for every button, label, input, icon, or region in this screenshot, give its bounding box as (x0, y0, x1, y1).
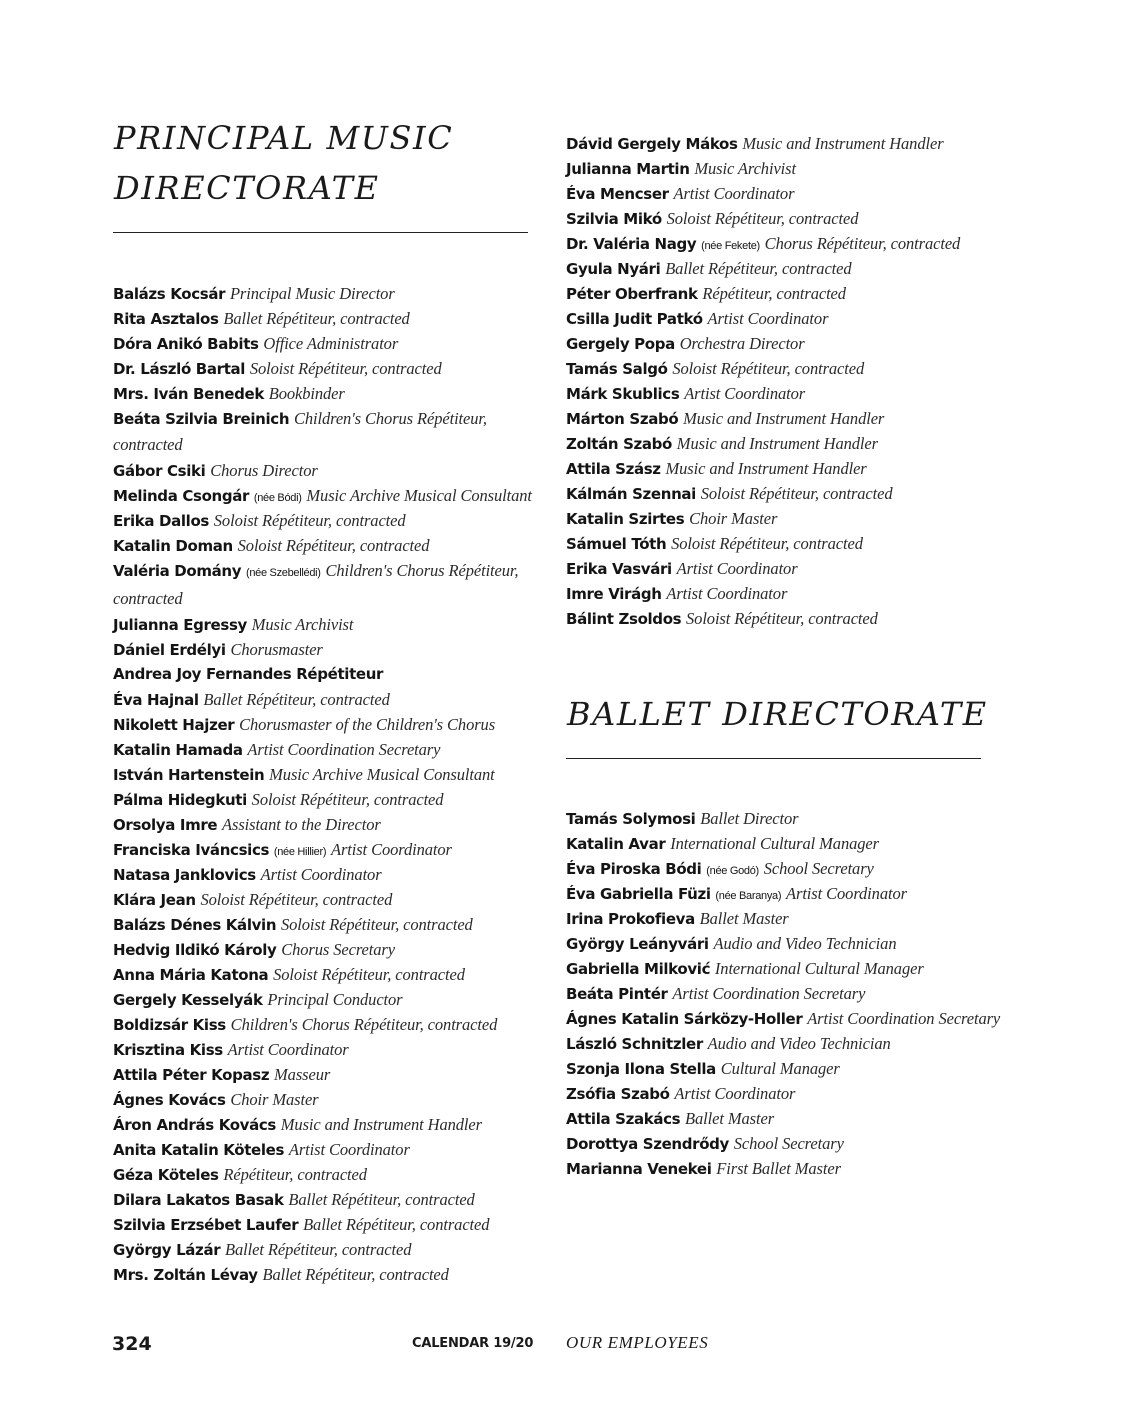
staff-role: Chorusmaster (230, 640, 323, 659)
staff-name: Krisztina Kiss (113, 1041, 223, 1059)
section-name: OUR EMPLOYEES (566, 1333, 709, 1352)
staff-role: Ballet Répétiteur, contracted (262, 1265, 449, 1284)
staff-role: Artist Coordinator (707, 309, 829, 328)
staff-entry (113, 1262, 538, 1287)
staff-role: Music Archivist (694, 159, 796, 178)
staff-role: Principal Conductor (267, 990, 403, 1009)
staff-role: Soloist Répétiteur, contracted (237, 536, 430, 555)
staff-entry (566, 481, 996, 506)
staff-name: Katalin Szirtes (566, 510, 685, 528)
staff-entry (566, 306, 996, 331)
staff-entry (113, 558, 538, 612)
staff-entry (113, 812, 538, 837)
staff-name: Éva Mencser (566, 185, 669, 203)
staff-name: Dr. Valéria Nagy (566, 235, 697, 253)
staff-entry (113, 1212, 538, 1237)
staff-entry (113, 281, 538, 306)
staff-name: Gábor Csiki (113, 462, 206, 480)
staff-entry (113, 406, 538, 458)
staff-maiden-name: (née Szebellédi) (245, 567, 321, 579)
staff-entry (113, 1062, 538, 1087)
staff-role: Chorusmaster of the Children's Chorus (239, 715, 496, 734)
staff-name: Gergely Kesselyák (113, 991, 263, 1009)
staff-name: Szonja Ilona Stella (566, 1060, 716, 1078)
staff-role: Choir Master (689, 509, 778, 528)
staff-role: Office Administrator (263, 334, 399, 353)
staff-name: Natasa Janklovics (113, 866, 256, 884)
staff-entry (566, 906, 996, 931)
staff-maiden-name: (née Godó) (706, 865, 759, 877)
staff-role: Choir Master (230, 1090, 319, 1109)
staff-name: Éva Hajnal (113, 691, 199, 709)
staff-entry (566, 531, 996, 556)
staff-name: Melinda Csongár (113, 487, 250, 505)
staff-entry (566, 1031, 996, 1056)
staff-name: Pálma Hidegkuti (113, 791, 247, 809)
staff-entry (113, 687, 538, 712)
staff-role: Chorus Director (210, 461, 318, 480)
staff-entry (566, 831, 996, 856)
staff-entry (113, 1037, 538, 1062)
staff-role: Répétiteur, contracted (702, 284, 846, 303)
staff-role: Children's Chorus Répétiteur, contracted (230, 1015, 498, 1034)
staff-entry (566, 606, 996, 631)
staff-name: Márton Szabó (566, 410, 679, 428)
staff-name: Gabriella Milković (566, 960, 711, 978)
staff-role: Children's Chorus Répétiteur, contracted (113, 409, 487, 454)
staff-entry (113, 612, 538, 637)
staff-name: Beáta Pintér (566, 985, 668, 1003)
ballet-directorate-heading: BALLET DIRECTORATE (567, 695, 988, 733)
staff-role: Ballet Director (700, 809, 799, 828)
staff-maiden-name: (née Bódi) (253, 492, 302, 504)
staff-role: First Ballet Master (716, 1159, 841, 1178)
staff-role: Music and Instrument Handler (683, 409, 885, 428)
staff-entry (566, 881, 996, 906)
staff-entry (566, 431, 996, 456)
staff-name: Franciska Iváncsics (113, 841, 270, 859)
staff-name: Mrs. Zoltán Lévay (113, 1266, 258, 1284)
staff-entry (566, 1156, 996, 1181)
staff-name: Dr. László Bartal (113, 360, 246, 378)
staff-role: International Cultural Manager (714, 959, 924, 978)
staff-role: Artist Coordinator (786, 884, 907, 903)
staff-entry (566, 931, 996, 956)
staff-role: Soloist Répétiteur, contracted (672, 359, 865, 378)
staff-entry (113, 637, 538, 662)
staff-name: György Leányvári (566, 935, 709, 953)
staff-entry (566, 256, 996, 281)
staff-entry (113, 762, 538, 787)
staff-entry (113, 483, 538, 508)
staff-role: Soloist Répétiteur, contracted (686, 609, 878, 628)
staff-role: Orchestra Director (679, 334, 805, 353)
staff-name: Imre Virágh (566, 585, 662, 603)
staff-role: Artist Coordinator (676, 559, 798, 578)
staff-entry (566, 581, 996, 606)
publication-name: CALENDAR 19/20 (412, 1336, 534, 1351)
staff-entry (113, 1162, 538, 1187)
staff-name: Sámuel Tóth (566, 535, 667, 553)
staff-entry (566, 231, 996, 256)
staff-entry (566, 1131, 996, 1156)
staff-role: Music Archivist (251, 615, 354, 634)
staff-name: Marianna Venekei (566, 1160, 712, 1178)
staff-role: Artist Coordination Secretary (672, 984, 866, 1003)
staff-role: Soloist Répétiteur, contracted (280, 915, 473, 934)
staff-role: Ballet Répétiteur, contracted (225, 1240, 412, 1259)
staff-entry (566, 1081, 996, 1106)
music-heading-rule (113, 232, 528, 233)
staff-role: Cultural Manager (720, 1059, 840, 1078)
staff-role: Artist Coordinator (227, 1040, 349, 1059)
staff-role: Bookbinder (268, 384, 345, 403)
staff-name: Zsófia Szabó (566, 1085, 670, 1103)
staff-role: Répétiteur, contracted (223, 1165, 367, 1184)
staff-role: Soloist Répétiteur, contracted (213, 511, 406, 530)
staff-entry (113, 1112, 538, 1137)
staff-entry (566, 331, 996, 356)
staff-role: Artist Coordinator (673, 184, 795, 203)
staff-name: Beáta Szilvia Breinich (113, 410, 290, 428)
staff-name: Áron András Kovács (113, 1116, 276, 1134)
staff-role: Ballet Répétiteur, contracted (665, 259, 852, 278)
staff-role: School Secretary (763, 859, 874, 878)
staff-entry (113, 458, 538, 483)
staff-name: Csilla Judit Patkó (566, 310, 703, 328)
staff-role: Artist Coordinator (260, 865, 382, 884)
staff-entry (566, 981, 996, 1006)
ballet-list (566, 806, 1001, 1181)
staff-role: Artist Coordinator (330, 840, 452, 859)
staff-name: Katalin Hamada (113, 741, 243, 759)
staff-name: Zoltán Szabó (566, 435, 673, 453)
staff-name: Szilvia Mikó (566, 210, 662, 228)
staff-role: Audio and Video Technician (707, 1034, 891, 1053)
staff-name: Dávid Gergely Mákos (566, 135, 738, 153)
staff-entry (113, 356, 538, 381)
staff-name: Julianna Martin (566, 160, 690, 178)
staff-entry (113, 837, 538, 862)
staff-name: Balázs Kocsár (113, 285, 226, 303)
staff-role: School Secretary (733, 1134, 844, 1153)
staff-entry (113, 533, 538, 558)
staff-entry (113, 508, 538, 533)
staff-name: Dorottya Szendrődy (566, 1135, 729, 1153)
music-list-col1 (113, 281, 538, 1287)
staff-role: Principal Music Director (229, 284, 395, 303)
staff-maiden-name: (née Baranya) (715, 890, 782, 902)
staff-role: Music Archive Musical Consultant (269, 765, 495, 784)
staff-entry (566, 356, 996, 381)
staff-name: Éva Piroska Bódi (566, 860, 702, 878)
staff-entry (566, 506, 996, 531)
staff-entry (566, 156, 996, 181)
staff-entry (566, 856, 996, 881)
staff-name: Attila Péter Kopasz (113, 1066, 270, 1084)
staff-entry (566, 381, 996, 406)
staff-maiden-name: (née Hillier) (273, 846, 327, 858)
staff-entry (113, 1087, 538, 1112)
staff-entry (566, 956, 996, 981)
staff-name: Valéria Domány (113, 562, 242, 580)
staff-entry (566, 406, 996, 431)
staff-role: Music Archive Musical Consultant (306, 486, 532, 505)
staff-entry (113, 662, 538, 687)
staff-entry (113, 962, 538, 987)
staff-name: Dilara Lakatos Basak (113, 1191, 284, 1209)
staff-role: Soloist Répétiteur, contracted (251, 790, 444, 809)
staff-role: Music and Instrument Handler (280, 1115, 482, 1134)
staff-role: Audio and Video Technician (713, 934, 897, 953)
staff-role: Soloist Répétiteur, contracted (666, 209, 859, 228)
staff-name: Attila Szász (566, 460, 661, 478)
staff-name: Ágnes Kovács (113, 1091, 226, 1109)
staff-name: Gergely Popa (566, 335, 675, 353)
staff-role: Soloist Répétiteur, contracted (700, 484, 893, 503)
staff-name: György Lázár (113, 1241, 221, 1259)
staff-name: Attila Szakács (566, 1110, 681, 1128)
staff-name: Anita Katalin Köteles (113, 1141, 285, 1159)
staff-role: Music and Instrument Handler (742, 134, 944, 153)
staff-role: Masseur (274, 1065, 331, 1084)
staff-role: Artist Coordination Secretary (247, 740, 441, 759)
staff-role: Artist Coordinator (288, 1140, 410, 1159)
staff-entry (566, 206, 996, 231)
staff-role: Soloist Répétiteur, contracted (273, 965, 465, 984)
staff-name: Irina Prokofieva (566, 910, 695, 928)
staff-entry (566, 1106, 996, 1131)
staff-entry (113, 1137, 538, 1162)
staff-role: Assistant to the Director (222, 815, 381, 834)
staff-name: Bálint Zsoldos (566, 610, 682, 628)
staff-entry (113, 987, 538, 1012)
staff-entry (113, 937, 538, 962)
staff-name: Katalin Avar (566, 835, 666, 853)
staff-name: Péter Oberfrank (566, 285, 698, 303)
staff-name: István Hartenstein (113, 766, 265, 784)
staff-entry (113, 737, 538, 762)
staff-role: Music and Instrument Handler (676, 434, 878, 453)
staff-name: Klára Jean (113, 891, 196, 909)
staff-name: Julianna Egressy (113, 616, 247, 634)
staff-role: Artist Coordinator (666, 584, 788, 603)
staff-name: Kálmán Szennai (566, 485, 696, 503)
staff-name: Tamás Solymosi (566, 810, 696, 828)
staff-entry (113, 1187, 538, 1212)
staff-name: Tamás Salgó (566, 360, 668, 378)
staff-entry (113, 331, 538, 356)
staff-role: Ballet Répétiteur, contracted (223, 309, 410, 328)
staff-role: Ballet Master (699, 909, 789, 928)
staff-role: Ballet Master (685, 1109, 775, 1128)
staff-name: Dániel Erdélyi (113, 641, 226, 659)
staff-entry (113, 712, 538, 737)
staff-role: Ballet Répétiteur, contracted (203, 690, 390, 709)
staff-entry (113, 1012, 538, 1037)
staff-name: Anna Mária Katona (113, 966, 269, 984)
staff-role: Artist Coordinator (684, 384, 806, 403)
staff-name: Szilvia Erzsébet Laufer (113, 1216, 299, 1234)
staff-entry (113, 912, 538, 937)
music-directorate-heading: PRINCIPAL MUSIC DIRECTORATE (114, 119, 454, 207)
staff-entry (113, 887, 538, 912)
staff-entry (566, 456, 996, 481)
staff-name: Orsolya Imre (113, 816, 218, 834)
staff-name: Nikolett Hajzer (113, 716, 235, 734)
staff-name: Gyula Nyári (566, 260, 661, 278)
staff-name: Boldizsár Kiss (113, 1016, 226, 1034)
staff-role: Ballet Répétiteur, contracted (303, 1215, 490, 1234)
staff-name: Ágnes Katalin Sárközy-Holler (566, 1010, 803, 1028)
staff-name: Erika Vasvári (566, 560, 672, 578)
staff-role: Chorus Répétiteur, contracted (764, 234, 961, 253)
staff-name: László Schnitzler (566, 1035, 703, 1053)
staff-role: Artist Coordination Secretary (807, 1009, 1001, 1028)
staff-name: Mrs. Iván Benedek (113, 385, 264, 403)
staff-entry (566, 281, 996, 306)
staff-entry (566, 181, 996, 206)
staff-name: Erika Dallos (113, 512, 209, 530)
staff-name: Márk Skublics (566, 385, 680, 403)
staff-entry (566, 1006, 1001, 1031)
staff-role: International Cultural Manager (670, 834, 879, 853)
staff-entry (113, 381, 538, 406)
staff-role: Soloist Répétiteur, contracted (200, 890, 393, 909)
staff-entry (566, 131, 996, 156)
staff-name: Hedvig Ildikó Károly (113, 941, 277, 959)
staff-role: Chorus Secretary (281, 940, 395, 959)
staff-name: Balázs Dénes Kálvin (113, 916, 277, 934)
staff-maiden-name: (née Fekete) (701, 240, 760, 252)
staff-role: Soloist Répétiteur, contracted (249, 359, 442, 378)
staff-entry (113, 787, 538, 812)
staff-name: Géza Köteles (113, 1166, 219, 1184)
staff-entry (113, 862, 538, 887)
staff-entry (566, 556, 996, 581)
staff-entry (566, 1056, 996, 1081)
page-number: 324 (112, 1333, 152, 1355)
staff-role: Children's Chorus Répétiteur, contracted (113, 561, 519, 608)
staff-role: Soloist Répétiteur, contracted (671, 534, 863, 553)
staff-entry (113, 306, 538, 331)
staff-name: Katalin Doman (113, 537, 233, 555)
staff-name: Rita Asztalos (113, 310, 219, 328)
staff-name: Andrea Joy Fernandes Répétiteur (113, 665, 384, 683)
staff-role: Ballet Répétiteur, contracted (288, 1190, 475, 1209)
staff-role: Music and Instrument Handler (665, 459, 867, 478)
staff-role: Artist Coordinator (674, 1084, 796, 1103)
music-list-col2 (566, 131, 996, 631)
staff-entry (113, 1237, 538, 1262)
staff-name: Éva Gabriella Füzi (566, 885, 711, 903)
ballet-heading-rule (566, 758, 981, 759)
staff-name: Dóra Anikó Babits (113, 335, 259, 353)
staff-entry (566, 806, 996, 831)
